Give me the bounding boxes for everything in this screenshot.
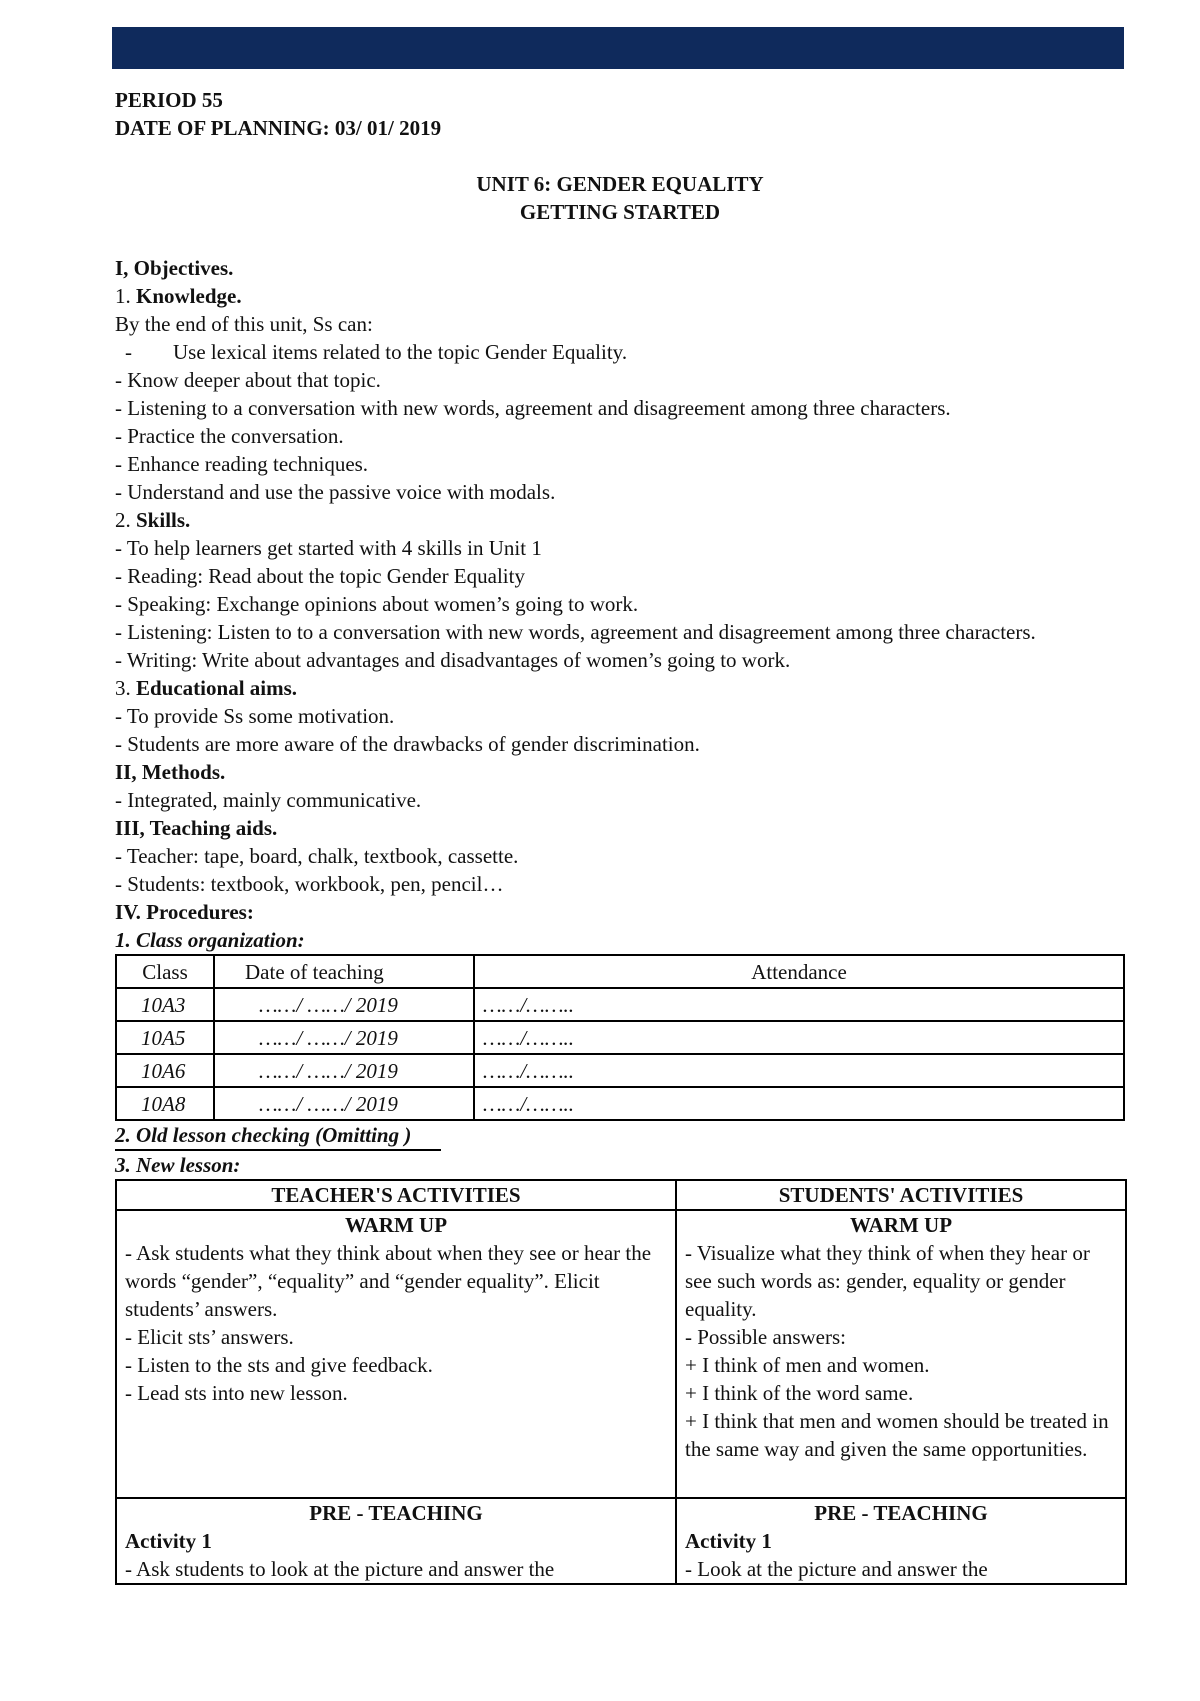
table-row — [116, 988, 1124, 1021]
activity-label: Activity 1 — [125, 1529, 212, 1553]
warm-up-title: WARM UP — [849, 1213, 953, 1237]
educational-heading: 3. Educational aims. — [115, 676, 298, 700]
table-cell: 10A8 — [116, 1087, 214, 1120]
old-lesson-heading: 2. Old lesson checking (Omitting ) — [115, 1121, 1125, 1151]
student-step: + I think that men and women should be treated in the same way and given the same opportunities. — [685, 1409, 1109, 1461]
table-cell: 10A5 — [116, 1021, 214, 1054]
table-cell: ……/…….. — [474, 1054, 1124, 1087]
student-step: - Look at the picture and answer the — [685, 1557, 988, 1581]
teacher-step: - Ask students what they think about when they see or hear the words “gender”, “equality” and “gender equality”. Elicit students’ answers. — [125, 1241, 652, 1321]
procedures-heading: IV. Procedures: — [115, 900, 254, 924]
student-step: + I think of the word same. — [685, 1381, 914, 1405]
activity-label: Activity 1 — [685, 1529, 772, 1553]
pre-teaching-title: PRE - TEACHING — [814, 1501, 988, 1525]
date-of-planning: DATE OF PLANNING: 03/ 01/ 2019 — [115, 116, 442, 140]
table-cell: 10A3 — [116, 988, 214, 1021]
knowledge-item: - Understand and use the passive voice with modals. — [115, 480, 556, 504]
column-header: Attendance — [474, 955, 1124, 988]
pre-teaching-title: PRE - TEACHING — [309, 1501, 483, 1525]
header-bar — [112, 27, 1124, 69]
knowledge-item: - Practice the conversation. — [115, 424, 344, 448]
warm-up-row — [116, 1210, 1126, 1498]
activities-header-row — [116, 1180, 1126, 1210]
pre-teaching-row — [116, 1498, 1126, 1584]
new-lesson-heading: 3. New lesson: — [115, 1153, 241, 1177]
skills-heading: 2. Skills. — [115, 508, 191, 532]
activities-table — [115, 1179, 1127, 1585]
table-cell: ……/ ……/ 2019 — [214, 1054, 474, 1087]
class-organization-heading: 1. Class organization: — [115, 928, 305, 952]
knowledge-item: - Know deeper about that topic. — [115, 368, 381, 392]
unit-title: UNIT 6: GENDER EQUALITY — [476, 172, 764, 196]
table-cell: ……/…….. — [474, 1021, 1124, 1054]
table-row — [116, 1021, 1124, 1054]
student-step: + I think of men and women. — [685, 1353, 930, 1377]
knowledge-item: - Listening to a conversation with new words, agreement and disagreement among three characters. — [115, 396, 951, 420]
skills-item: - Speaking: Exchange opinions about women’s going to work. — [115, 592, 639, 616]
teacher-step: - Elicit sts’ answers. — [125, 1325, 294, 1349]
methods-heading: II, Methods. — [115, 760, 226, 784]
table-cell: ……/ ……/ 2019 — [214, 988, 474, 1021]
knowledge-intro: By the end of this unit, Ss can: — [115, 312, 373, 336]
teacher-warm-up-cell — [116, 1210, 676, 1498]
educational-item: - To provide Ss some motivation. — [115, 704, 395, 728]
table-header-row — [116, 955, 1124, 988]
document-page — [115, 86, 1125, 1585]
educational-item: - Students are more aware of the drawbacks of gender discrimination. — [115, 732, 700, 756]
student-warm-up-cell — [676, 1210, 1126, 1498]
class-table — [115, 954, 1125, 1121]
methods-item: - Integrated, mainly communicative. — [115, 788, 422, 812]
table-cell: ……/ ……/ 2019 — [214, 1021, 474, 1054]
column-header: Class — [116, 955, 214, 988]
teacher-activities-header: TEACHER'S ACTIVITIES — [116, 1180, 676, 1210]
student-step: - Visualize what they think of when they hear or see such words as: gender, equality or gender equality. — [685, 1241, 1090, 1321]
teacher-step: - Listen to the sts and give feedback. — [125, 1353, 433, 1377]
aids-item: - Students: textbook, workbook, pen, pencil… — [115, 872, 504, 896]
table-cell: ……/…….. — [474, 1087, 1124, 1120]
knowledge-heading: 1. Knowledge. — [115, 284, 242, 308]
section-title: GETTING STARTED — [519, 200, 721, 224]
objectives-heading: I, Objectives. — [115, 256, 234, 280]
knowledge-item: - Enhance reading techniques. — [115, 452, 369, 476]
teacher-step: - Ask students to look at the picture and answer the — [125, 1557, 555, 1581]
student-activities-header: STUDENTS' ACTIVITIES — [676, 1180, 1126, 1210]
table-row — [116, 1087, 1124, 1120]
teacher-pre-teaching-cell — [116, 1498, 676, 1584]
table-row — [116, 1054, 1124, 1087]
warm-up-title: WARM UP — [344, 1213, 448, 1237]
skills-item: - Writing: Write about advantages and disadvantages of women’s going to work. — [115, 648, 791, 672]
period-label: PERIOD 55 — [115, 88, 223, 112]
student-step: - Possible answers: — [685, 1325, 846, 1349]
aids-item: - Teacher: tape, board, chalk, textbook, cassette. — [115, 844, 519, 868]
table-cell: 10A6 — [116, 1054, 214, 1087]
aids-heading: III, Teaching aids. — [115, 816, 278, 840]
skills-item: - To help learners get started with 4 skills in Unit 1 — [115, 536, 542, 560]
student-pre-teaching-cell — [676, 1498, 1126, 1584]
teacher-step: - Lead sts into new lesson. — [125, 1381, 348, 1405]
table-cell: ……/ ……/ 2019 — [214, 1087, 474, 1120]
column-header: Date of teaching — [214, 955, 474, 988]
skills-item: - Reading: Read about the topic Gender Equality — [115, 564, 525, 588]
table-cell: ……/…….. — [474, 988, 1124, 1021]
skills-item: - Listening: Listen to to a conversation with new words, agreement and disagreement among three characters. — [115, 620, 1036, 644]
knowledge-first-item: - Use lexical items related to the topic Gender Equality. — [125, 340, 628, 364]
